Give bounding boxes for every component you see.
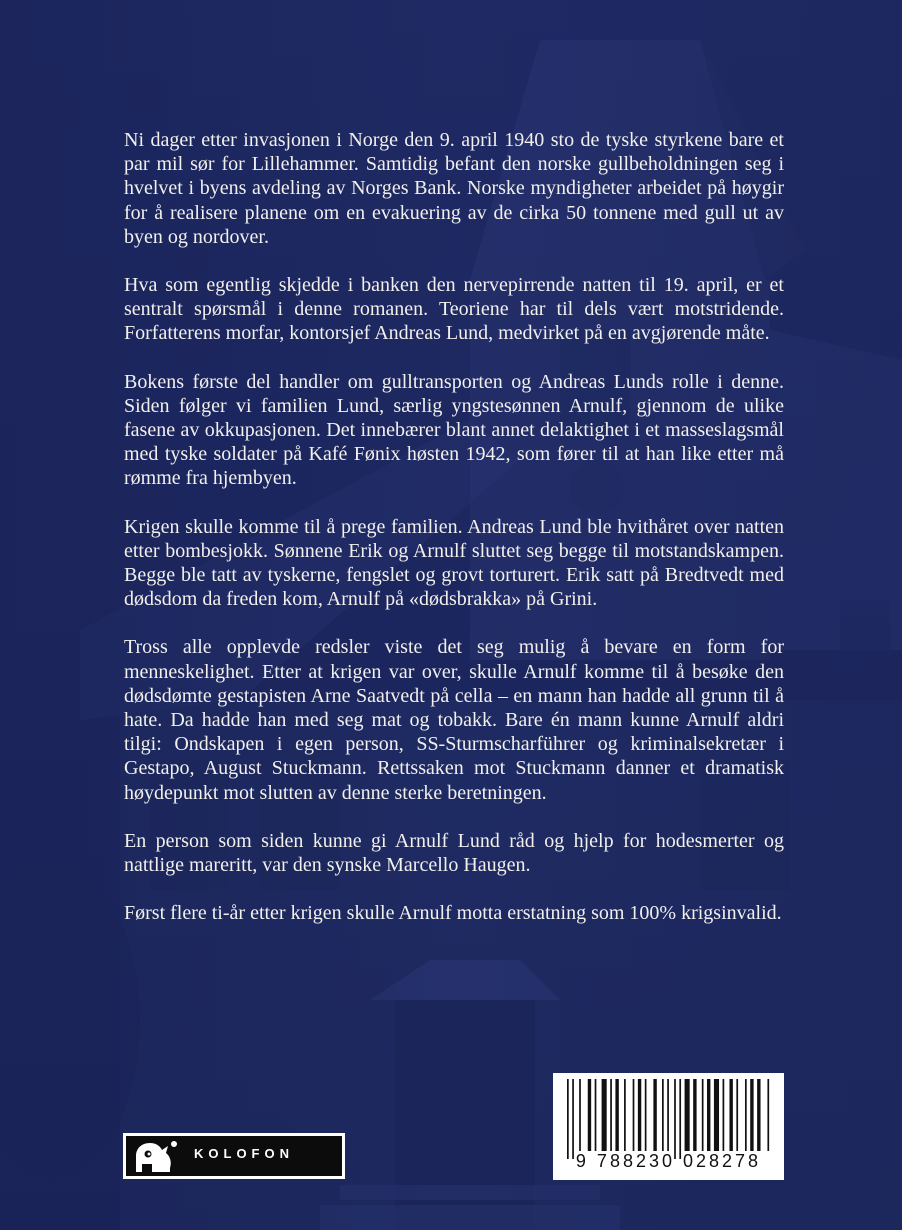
barcode-bar xyxy=(702,1079,704,1151)
publisher-name: KOLOFON xyxy=(194,1146,294,1161)
blurb-paragraph-3: Bokens første del handler om gulltransporten og Andreas Lunds rolle i denne. Siden følger vi familien Lund, særlig yngstesønnen Arnulf, gjennom de ulike fasene av okkupasjonen. Det innebærer blant annet delaktighet i et masseslagsmål med tyske soldater på Kafé Fønix høsten 1942, som fører til at han like etter må rømme fra hjembyen. xyxy=(124,370,784,490)
barcode-bar xyxy=(679,1079,681,1159)
publisher-logo-plate xyxy=(126,1136,342,1176)
isbn-barcode xyxy=(553,1073,784,1180)
barcode-bar xyxy=(757,1079,760,1151)
barcode-bar xyxy=(707,1079,710,1151)
barcode-bar xyxy=(662,1079,664,1151)
barcode-bar xyxy=(645,1079,647,1151)
blurb-paragraph-2: Hva som egentlig skjedde i banken den nervepirrende natten til 19. april, er et sentralt spørsmål i denne romanen. Teoriene har til dels vært motstridende. Forfatterens morfar, kontorsjef Andreas Lund, medvirket på en avgjørende måte. xyxy=(124,274,784,345)
barcode-bar xyxy=(714,1079,719,1151)
barcode-bar xyxy=(588,1079,591,1151)
kolofon-bird-icon xyxy=(132,1138,178,1174)
barcode-bar xyxy=(736,1079,738,1151)
blurb-text xyxy=(124,128,784,949)
barcode-bar xyxy=(685,1079,690,1151)
barcode-bar xyxy=(610,1079,612,1151)
barcode-bar xyxy=(667,1079,669,1151)
barcode-bar xyxy=(579,1079,581,1151)
barcode-bar xyxy=(750,1079,753,1151)
barcode-bar xyxy=(633,1079,635,1151)
isbn-number: 9 788230 028278 xyxy=(575,1151,762,1171)
barcode-bar xyxy=(693,1079,696,1151)
barcode-bar xyxy=(745,1079,747,1151)
blurb-paragraph-1: Ni dager etter invasjonen i Norge den 9. april 1940 sto de tyske styrkene bare et par mil sør for Lillehammer. Samtidig befant den norske gullbeholdningen seg i hvelvet i byens avdeling av Norges Bank. Norske myndigheter arbeidet på høygir for å realisere planene om en evakuering av de cirka 50 tonnene med gull ut av byen og nordover. xyxy=(124,129,784,248)
barcode-bar xyxy=(572,1079,574,1159)
barcode-bar xyxy=(767,1079,769,1151)
blurb-paragraph-5: Tross alle opplevde redsler viste det seg mulig å bevare en form for menneskelighet. Etter at krigen var over, skulle Arnulf komme til å besøke den dødsdømte gestapisten Arne Saatvedt på cella – en mann han hadde all grunn til å hate. Da hadde han med seg mat og tobakk. Bare én mann kunne Arnulf aldri tilgi: Ondskapen i egen person, SS-Sturmscharführer og kriminalsekretær i Gestapo, August Stuckmann. Rettssaken mot Stuckmann danner et dramatisk høydepunkt mot slutten av denne sterke beretningen. xyxy=(124,636,784,804)
barcode-bar xyxy=(602,1079,607,1151)
barcode-bar xyxy=(653,1079,656,1151)
barcode-bar xyxy=(723,1079,725,1151)
barcode-bar xyxy=(729,1079,732,1151)
barcode-bar xyxy=(567,1079,569,1159)
blurb-paragraph-7: Først flere ti-år etter krigen skulle Arnulf motta erstatning som 100% krigsinvalid. xyxy=(124,902,782,925)
barcode-bar xyxy=(638,1079,641,1151)
blurb-paragraph-4: Krigen skulle komme til å prege familien. Andreas Lund ble hvithåret over natten etter bombesjokk. Sønnene Erik og Arnulf sluttet seg begge til motstandskampen. Begge ble tatt av tyskerne, fengslet og grovt torturert. Erik satt på Bredtvedt med dødsdom da freden kom, Arnulf på «dødsbrakka» på Grini. xyxy=(124,515,784,611)
publisher-logo xyxy=(123,1133,345,1179)
barcode-bar xyxy=(615,1079,618,1151)
barcode-bar xyxy=(624,1079,626,1151)
blurb-paragraph-6: En person som siden kunne gi Arnulf Lund råd og hjelp for hodesmerter og nattlige mareritt, var den synske Marcello Haugen. xyxy=(124,829,784,877)
barcode-bar xyxy=(595,1079,597,1151)
barcode-bar xyxy=(674,1079,676,1159)
